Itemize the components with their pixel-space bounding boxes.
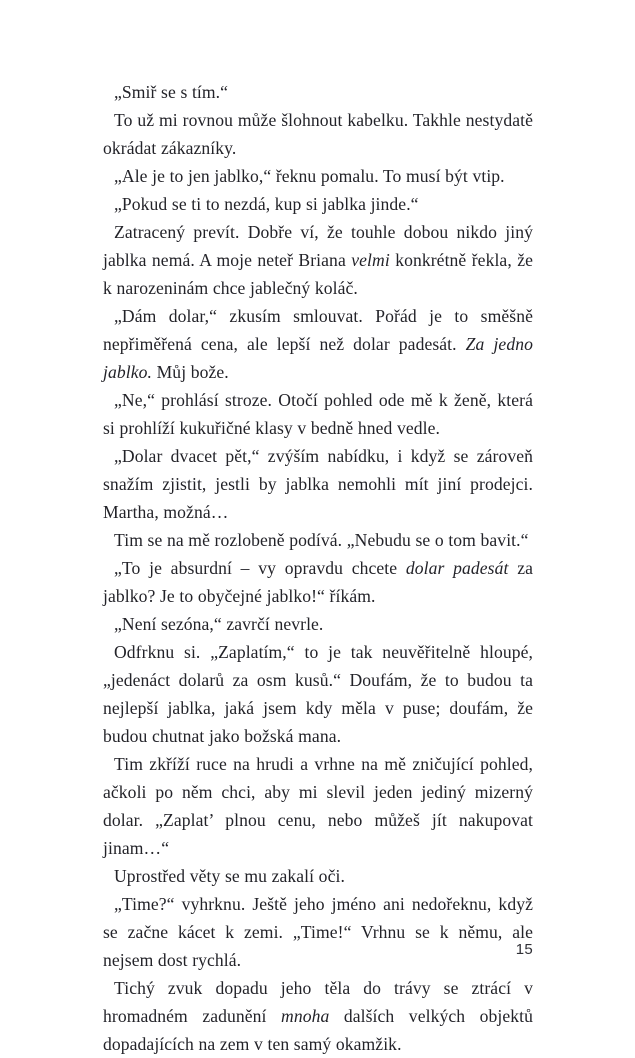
paragraph — [103, 890, 533, 974]
paragraph — [103, 554, 533, 610]
paragraph — [103, 526, 533, 554]
body-text: Zatracený prevít. Dobře ví, že touhle dobou nikdo jiný jablka nemá. A moje neteř Briana — [103, 222, 533, 270]
body-text: „Dám dolar,“ zkusím smlouvat. Pořád je to směšně nepřiměřená cena, ale lepší než dolar padesát. — [103, 306, 533, 354]
body-text: To už mi rovnou může šlohnout kabelku. Takhle nestydatě okrádat zákazníky. — [103, 110, 533, 158]
emphasis-text: velmi — [351, 250, 390, 270]
body-text: dalších velkých objektů dopadajících na zem v ten samý okamžik. — [103, 1006, 534, 1054]
emphasis-text: dolar padesát — [405, 558, 509, 578]
page-text-block — [103, 78, 533, 1058]
emphasis-text: mnoha — [281, 1006, 330, 1026]
body-text: „Ale je to jen jablko,“ řeknu pomalu. To musí být vtip. — [114, 166, 505, 186]
body-text: „Smiř se s tím.“ — [114, 82, 229, 102]
body-text: Odfrknu si. „Zaplatím,“ to je tak neuvěřitelně hloupé, „jedenáct dolarů za osm kusů.“ Doufám, že to budou ta nejlepší jablka, jaká jsem kdy měla v puse; doufám, že budou chutnat jako božská mana. — [103, 642, 533, 746]
emphasis-text: Za jedno jablko. — [103, 334, 533, 382]
body-text: „Pokud se ti to nezdá, kup si jablka jinde.“ — [114, 194, 419, 214]
paragraph — [103, 218, 533, 302]
paragraph — [103, 862, 533, 890]
body-text: Tim se na mě rozlobeně podívá. „Nebudu se o tom bavit.“ — [114, 530, 529, 550]
paragraph — [103, 638, 533, 750]
body-text: Tim zkříží ruce na hrudi a vrhne na mě zničující pohled, ačkoli po něm chci, aby mi slevil jeden jediný mizerný dolar. „Zaplat’ plnou cenu, nebo můžeš jít nakupovat jinam…“ — [103, 754, 533, 858]
page-number: 15 — [515, 941, 533, 958]
body-text: „Dolar dvacet pět,“ zvýším nabídku, i když se zároveň snažím zjistit, jestli by jablka nemohli mít jiní prodejci. Martha, možná… — [103, 446, 533, 522]
paragraph — [103, 302, 533, 386]
body-text: Tichý zvuk dopadu jeho těla do trávy se ztrácí v hromadném zadunění — [103, 978, 533, 1026]
body-text: Můj bože. — [152, 362, 229, 382]
paragraph — [103, 974, 533, 1058]
body-text: za jablko? Je to obyčejné jablko!“ říkám. — [103, 558, 533, 606]
body-text: „Time?“ vyhrknu. Ještě jeho jméno ani nedořeknu, když se začne kácet k zemi. „Time!“ Vrhnu se k němu, ale nejsem dost rychlá. — [103, 894, 533, 970]
paragraph — [103, 610, 533, 638]
paragraph — [103, 442, 533, 526]
body-text: konkrétně řekla, že k narozeninám chce jablečný koláč. — [103, 250, 534, 298]
body-text: „Ne,“ prohlásí stroze. Otočí pohled ode mě k ženě, která si prohlíží kukuřičné klasy v bedně hned vedle. — [103, 390, 533, 438]
body-text: „Není sezóna,“ zavrčí nevrle. — [114, 614, 324, 634]
body-text: „To je absurdní – vy opravdu chcete — [114, 558, 406, 578]
paragraph — [103, 78, 533, 106]
paragraph — [103, 750, 533, 862]
paragraph — [103, 386, 533, 442]
paragraph — [103, 190, 533, 218]
paragraph — [103, 106, 533, 162]
paragraph — [103, 162, 533, 190]
body-text: Uprostřed věty se mu zakalí oči. — [114, 866, 345, 886]
